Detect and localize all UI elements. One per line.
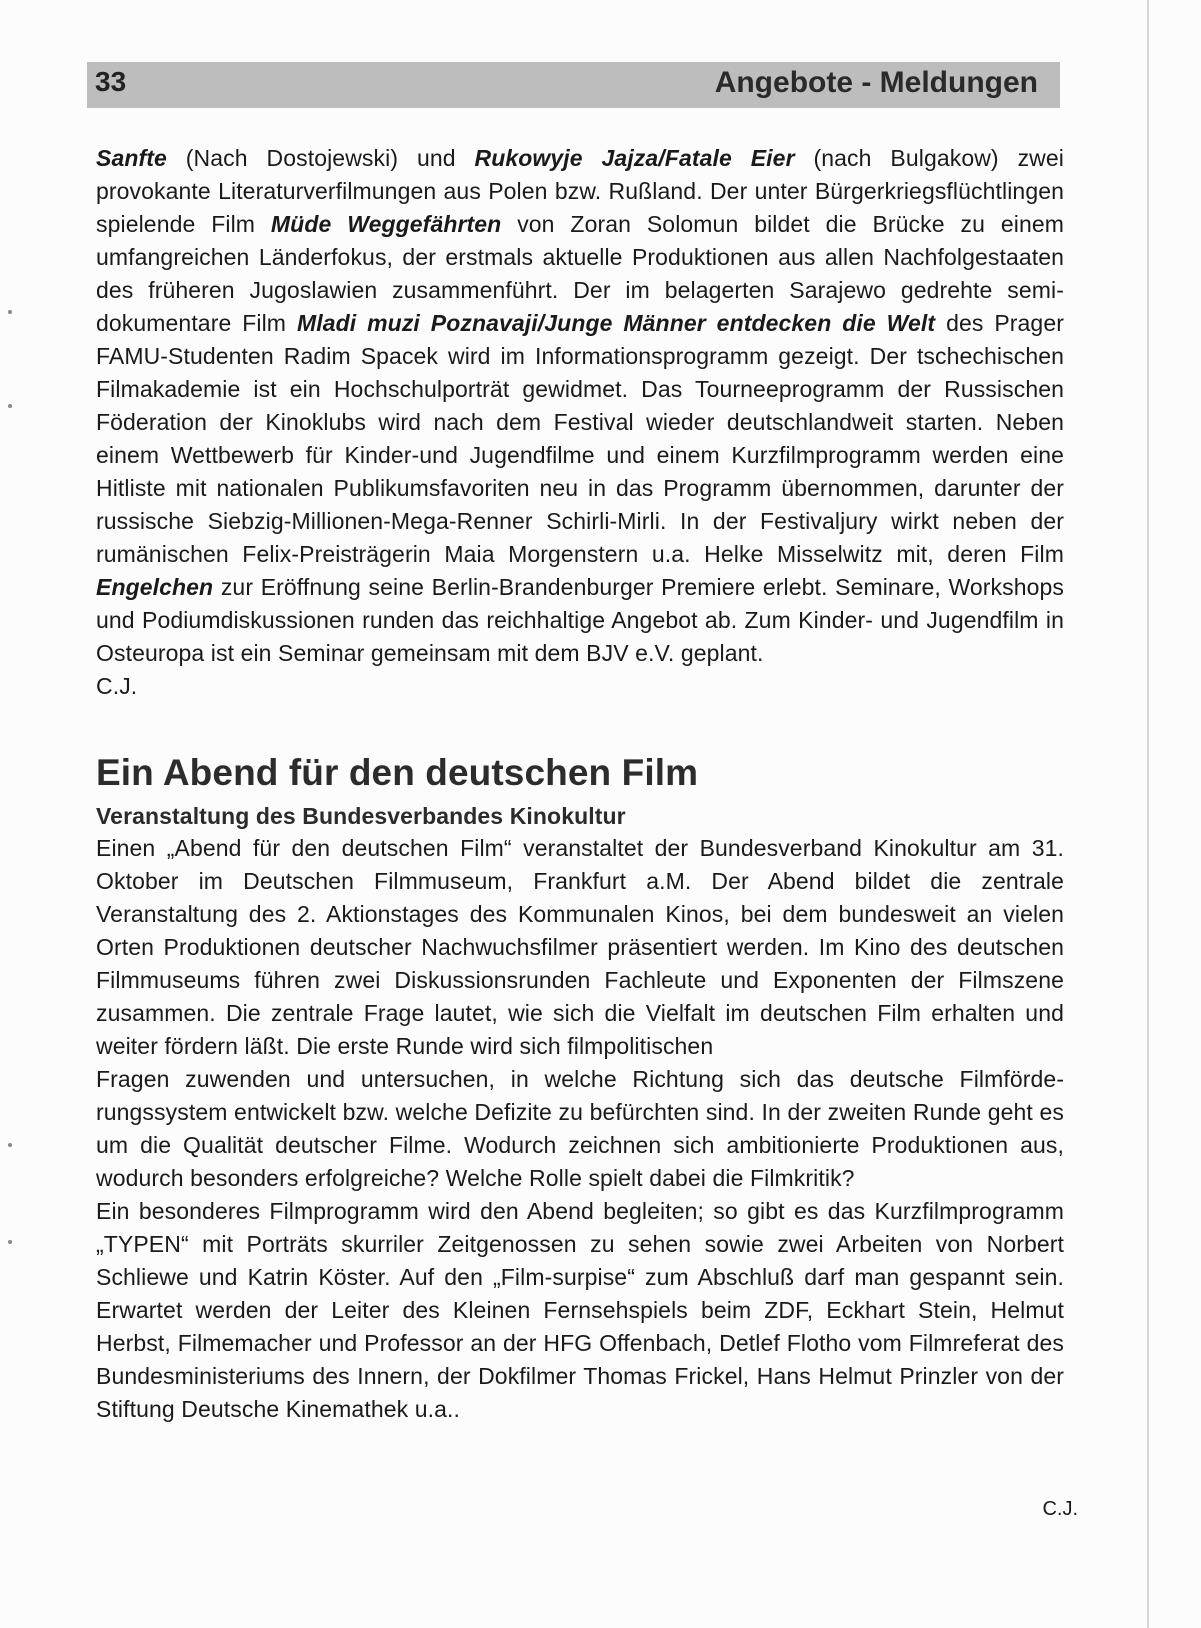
article1-paragraph xyxy=(96,142,1064,670)
page-header xyxy=(87,62,1060,108)
punch-mark xyxy=(8,1143,12,1147)
article1-text: (nach Bulgakow) zwei provokante Literaturverfilmungen aus Polen bzw. Rußland. Der unter Bürgerkriegsflüchtlingen spielende Film xyxy=(96,145,1064,237)
article2-paragraph: Ein besonderes Filmprogramm wird den Abend begleiten; so gibt es das Kurzfilmprogramm „TYPEN“ mit Porträts skurriler Zeitgenossen zu sehen sowie zwei Arbeiten von Norbert Schliewe und Katrin Köster. Auf den „Film-surpise“ zum Abschluß darf man gespannt sein. Erwartet werden der Leiter des Kleinen Fernsehspiels beim ZDF, Eckhart Stein, Helmut Herbst, Filmemacher und Professor an der HFG Offenbach, Detlef Flotho vom Filmreferat des Bundesministeriums des Innern, der Dokfilmer Thomas Frickel, Hans Helmut Prinzler von der Stiftung Deutsche Kinemathek u.a.. xyxy=(96,1198,1064,1422)
article1-text: von Zoran Solomun bildet die Brücke zu einem umfangreichen Länderfokus, der erstmals aktuelle Produktionen aus allen Nachfolgestaaten des früheren Jugoslawien zusammenführt. Der im belagerten Sarajewo gedrehte semi-dokumentare Film xyxy=(96,211,1064,336)
article-content xyxy=(96,142,1064,1426)
film-title: Müde Weggefährten xyxy=(270,211,502,237)
article2-paragraph: Einen „Abend für den deutschen Film“ veranstaltet der Bundesverband Kinokultur am 31. Oktober im Deutschen Filmmuseum, Frankfurt a.M. Der Abend bildet die zentrale Veranstaltung des 2. Aktionstages des Kommunalen Kinos, bei dem bundesweit an vielen Orten Produktionen deutscher Nachwuchsfilmer präsentiert werden. Im Kino des deutschen Filmmuseums führen zwei Diskussionsrunden Fachleute und Exponenten der Filmszene zusammen. Die zentrale Frage lautet, wie sich die Vielfalt im deutschen Film erhalten und weiter fördern läßt. Die erste Runde wird sich filmpolitischen xyxy=(96,835,1064,1059)
film-title: Rukowyje Jajza/Fatale Eier xyxy=(474,145,795,171)
page-edge-shadow xyxy=(1147,0,1149,1628)
film-title: Sanfte xyxy=(96,145,167,171)
article1-text: (Nach Dostojewski) und xyxy=(166,145,475,171)
punch-mark xyxy=(8,404,12,408)
punch-mark xyxy=(8,310,12,314)
punch-mark xyxy=(8,1240,12,1244)
article1-text: zur Eröffnung seine Berlin-Brandenburger Premiere erlebt. Seminare, Workshops und Podiumdiskussionen runden das reichhaltige Angebot ab. Zum Kinder- und Jugendfilm in Osteuropa ist ein Seminar gemeinsam mit dem BJV e.V. geplant. xyxy=(96,574,1064,666)
article1-signature: C.J. xyxy=(96,673,138,699)
article2-headline: Ein Abend für den deutschen Film xyxy=(96,752,699,793)
section-title: Angebote - Meldungen xyxy=(714,66,1038,99)
film-title: Mladi muzi Poznavaji/Junge Männer entdecken die Welt xyxy=(296,310,936,336)
film-title: Engelchen xyxy=(96,574,214,600)
article2-signature: C.J. xyxy=(1042,1498,1078,1520)
article1-text: des Prager FAMU-Studenten Radim Spacek wird im Informationsprogramm gezeigt. Der tschechischen Filmakademie ist ein Hochschulporträt gewidmet. Das Tourneeprogramm der Russischen Föderation der Kinoklubs wird nach dem Festival wieder deutschlandweit starten. Neben einem Wettbewerb für Kinder-und Jugendfilme und einem Kurzfilmprogramm werden eine Hitliste mit nationalen Publikumsfavoriten neu in das Programm übernommen, darunter der russische Siebzig-Millionen-Mega-Renner Schirli-Mirli. In der Festivaljury wirkt neben der rumänischen Felix-Preisträgerin Maia Morgenstern u.a. Helke Misselwitz mit, deren Film xyxy=(96,310,1064,567)
page-number: 33 xyxy=(95,66,127,97)
article2-subheadline: Veranstaltung des Bundesverbandes Kinokultur xyxy=(96,803,626,829)
article2-paragraph: Fragen zuwenden und untersuchen, in welche Richtung sich das deutsche Filmförderungssystem entwickelt bzw. welche Defizite zu befürchten sind. In der zweiten Runde geht es um die Qualität deutscher Filme. Wodurch zeichnen sich ambitionierte Produktionen aus, wodurch besonders erfolgreiche? Welche Rolle spielt dabei die Filmkritik? xyxy=(96,1066,1064,1191)
